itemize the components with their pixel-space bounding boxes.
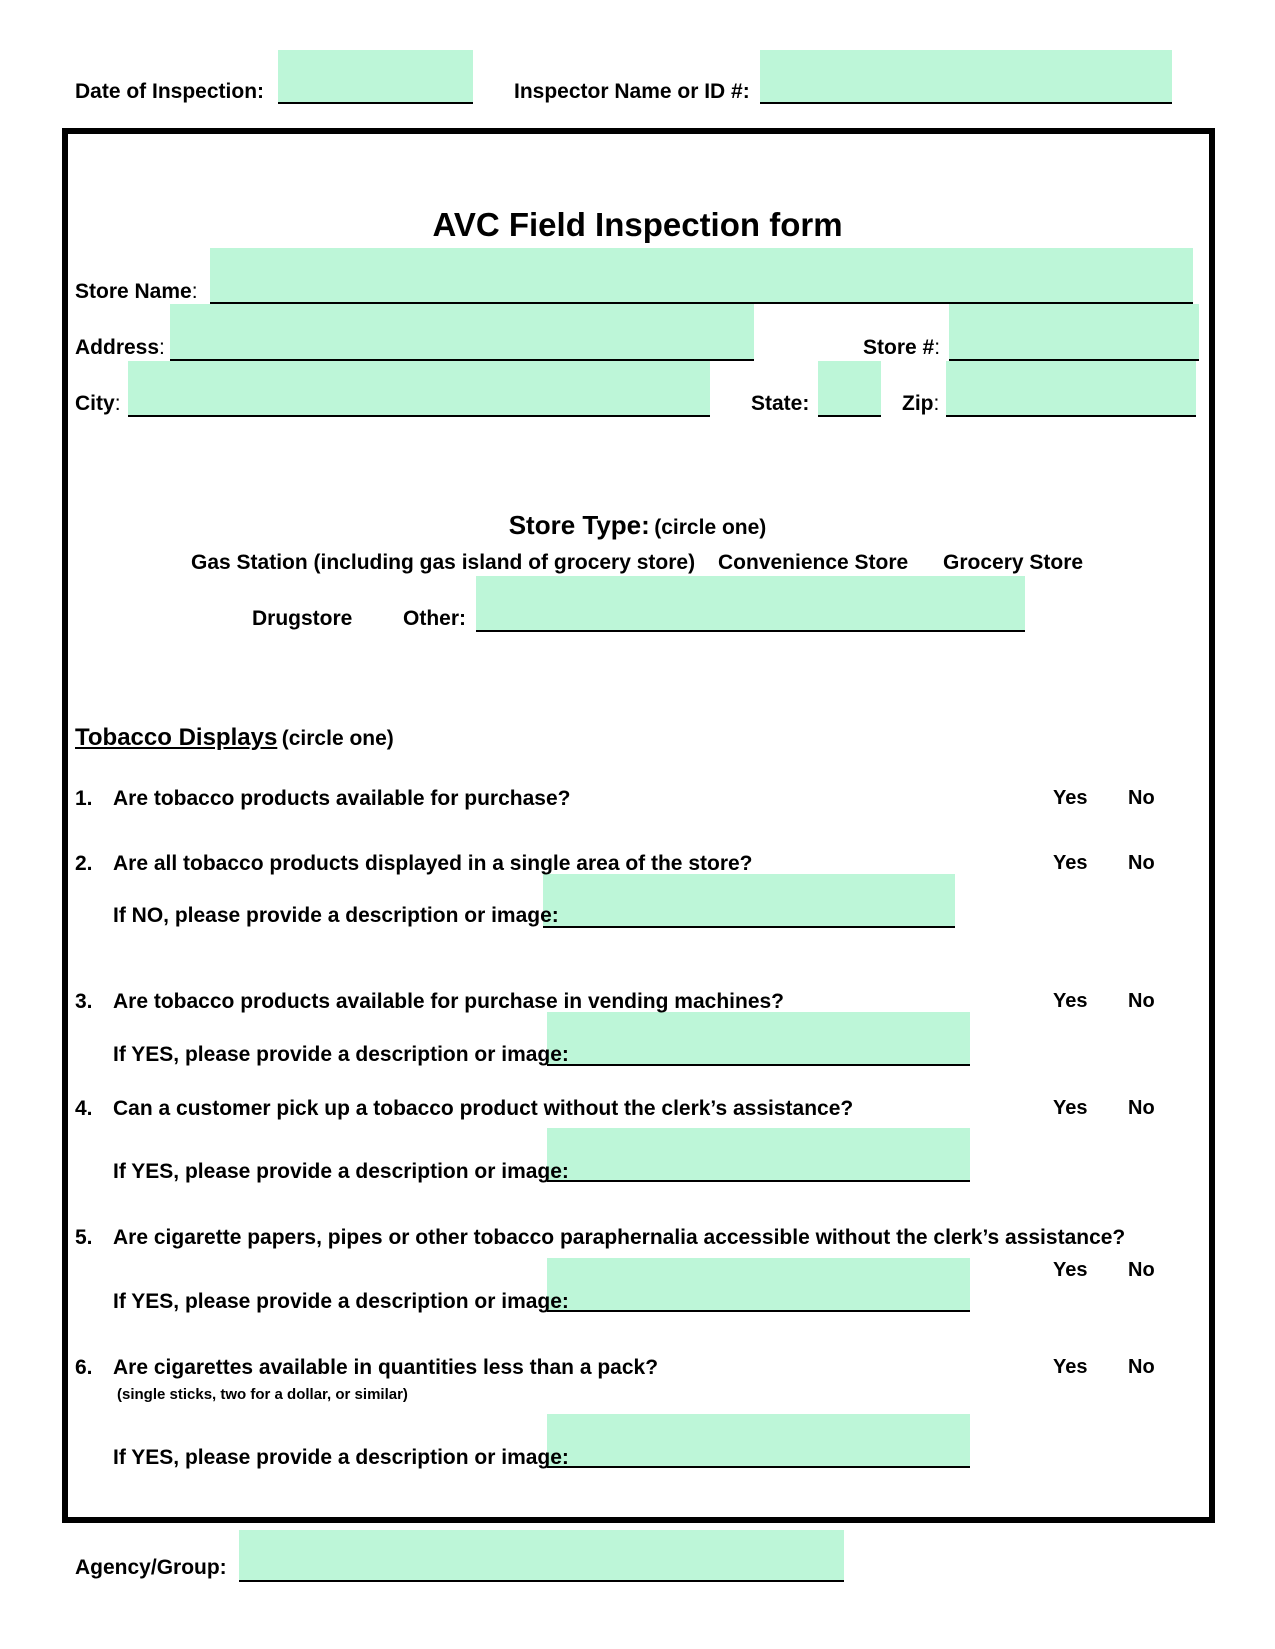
store-type-drugstore[interactable]: Drugstore — [252, 607, 353, 630]
store-number-label: Store #: — [863, 336, 941, 359]
q2-yes[interactable]: Yes — [1053, 852, 1088, 874]
q5-number: 5. — [75, 1226, 93, 1249]
q2-number: 2. — [75, 852, 93, 875]
q2-description-field[interactable] — [543, 874, 955, 928]
q5-no[interactable]: No — [1128, 1259, 1155, 1281]
q5-followup-label: If YES, please provide a description or image: — [113, 1290, 569, 1313]
tobacco-displays-heading: Tobacco Displays (circle one) — [75, 724, 394, 751]
q4-description-field[interactable] — [547, 1128, 970, 1182]
store-type-other-label: Other: — [403, 607, 466, 630]
date-of-inspection-label: Date of Inspection: — [75, 80, 265, 103]
q5-text: Are cigarette papers, pipes or other tobacco paraphernalia accessible without the clerk’s assistance? — [113, 1226, 1126, 1249]
q1-no[interactable]: No — [1128, 787, 1155, 809]
city-label: City: — [75, 392, 121, 415]
q6-followup-label: If YES, please provide a description or image: — [113, 1446, 569, 1469]
q6-yes[interactable]: Yes — [1053, 1356, 1088, 1378]
q1-text: Are tobacco products available for purchase? — [113, 787, 571, 810]
inspector-field[interactable] — [760, 50, 1172, 104]
q3-number: 3. — [75, 990, 93, 1013]
q2-no[interactable]: No — [1128, 852, 1155, 874]
q2-followup-label: If NO, please provide a description or image: — [113, 904, 559, 927]
q4-text: Can a customer pick up a tobacco product without the clerk’s assistance? — [113, 1097, 854, 1120]
store-type-other-field[interactable] — [476, 576, 1025, 632]
store-name-field[interactable] — [210, 248, 1193, 304]
agency-group-field[interactable] — [239, 1530, 844, 1582]
q3-description-field[interactable] — [547, 1012, 970, 1066]
store-type-grocery[interactable]: Grocery Store — [943, 551, 1084, 574]
agency-group-label: Agency/Group: — [75, 1556, 227, 1579]
inspector-label: Inspector Name or ID #: — [514, 80, 750, 103]
store-type-convenience[interactable]: Convenience Store — [718, 551, 909, 574]
store-type-gas-station[interactable]: Gas Station (including gas island of grocery store) — [191, 551, 696, 574]
date-of-inspection-field[interactable] — [278, 50, 473, 104]
address-label: Address: — [75, 336, 165, 359]
store-number-field[interactable] — [949, 304, 1199, 361]
zip-label: Zip: — [902, 392, 940, 415]
q4-no[interactable]: No — [1128, 1097, 1155, 1119]
q6-description-field[interactable] — [547, 1414, 970, 1468]
store-type-heading: Store Type: (circle one) — [508, 510, 767, 540]
state-field[interactable] — [818, 361, 881, 417]
q5-description-field[interactable] — [547, 1258, 970, 1312]
q1-yes[interactable]: Yes — [1053, 787, 1088, 809]
q6-no[interactable]: No — [1128, 1356, 1155, 1378]
q6-note: (single sticks, two for a dollar, or similar) — [117, 1386, 408, 1403]
q3-followup-label: If YES, please provide a description or image: — [113, 1043, 569, 1066]
q6-number: 6. — [75, 1356, 93, 1379]
q3-yes[interactable]: Yes — [1053, 990, 1088, 1012]
q3-text: Are tobacco products available for purchase in vending machines? — [113, 990, 785, 1013]
state-label: State: — [751, 392, 810, 415]
q3-no[interactable]: No — [1128, 990, 1155, 1012]
q4-followup-label: If YES, please provide a description or image: — [113, 1160, 569, 1183]
store-name-label: Store Name: — [75, 280, 198, 303]
form-title: AVC Field Inspection form — [432, 206, 843, 243]
q5-yes[interactable]: Yes — [1053, 1259, 1088, 1281]
q4-number: 4. — [75, 1097, 93, 1120]
q4-yes[interactable]: Yes — [1053, 1097, 1088, 1119]
city-field[interactable] — [128, 361, 710, 417]
q2-text: Are all tobacco products displayed in a single area of the store? — [113, 852, 753, 875]
address-field[interactable] — [170, 304, 754, 361]
q1-number: 1. — [75, 787, 93, 810]
q6-text: Are cigarettes available in quantities less than a pack? — [113, 1356, 659, 1379]
zip-field[interactable] — [946, 361, 1196, 417]
